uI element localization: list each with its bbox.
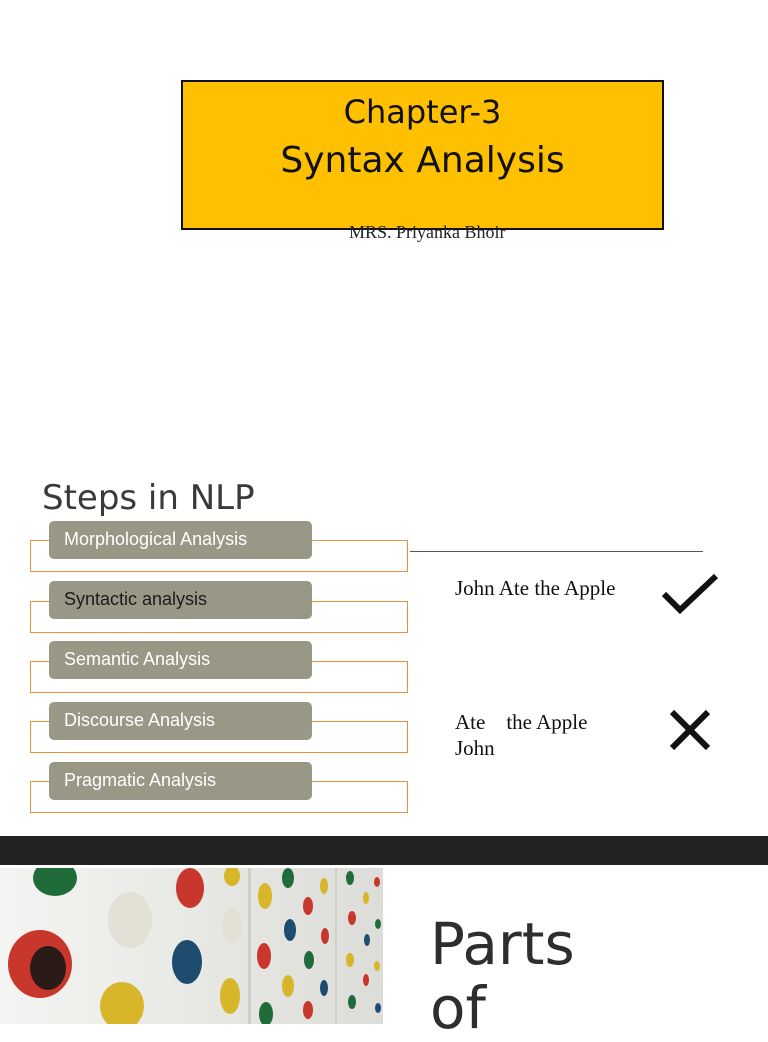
chapter-label: Chapter-3 (343, 93, 502, 131)
example-incorrect-line: John (455, 736, 495, 760)
divider-line (410, 551, 703, 552)
slide-separator (0, 836, 768, 865)
check-icon (660, 572, 720, 616)
author-name: MRS. Priyanka Bhoir (349, 222, 506, 242)
slide-title: Syntax Analysis (280, 140, 565, 181)
steps-heading: Steps in NLP (42, 478, 255, 518)
step-morphological: Morphological Analysis (49, 521, 312, 559)
cross-icon (668, 708, 712, 752)
example-correct-sentence: John Ate the Apple (455, 576, 616, 600)
step-discourse: Discourse Analysis (49, 702, 312, 740)
slide3-heading-line: Parts (430, 910, 575, 978)
slide3-heading-line: of (430, 974, 486, 1042)
step-syntactic: Syntactic analysis (49, 581, 312, 619)
example-incorrect-sentence (455, 709, 625, 761)
step-semantic: Semantic Analysis (49, 641, 312, 679)
slide3-heading (430, 912, 575, 1040)
step-pragmatic: Pragmatic Analysis (49, 762, 312, 800)
title-box (181, 80, 664, 230)
example-incorrect-line: Ate the Apple (455, 710, 588, 734)
colored-dots-image (0, 868, 383, 1024)
